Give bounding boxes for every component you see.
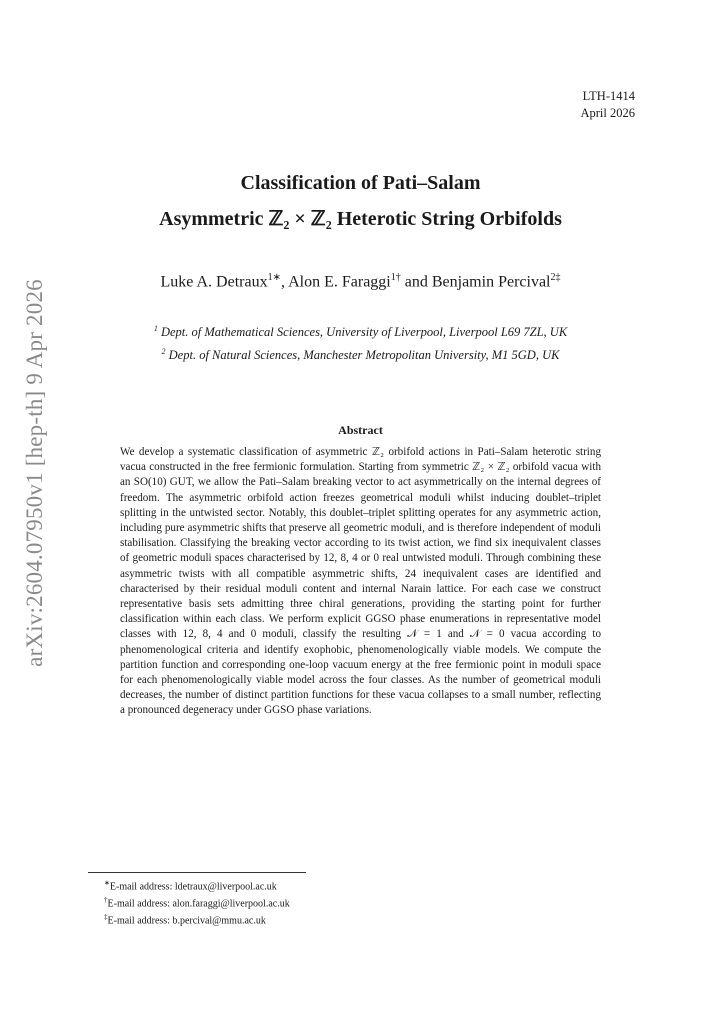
affiliation-mark: 1 <box>153 324 158 333</box>
footnote-text: E-mail address: ldetraux@liverpool.ac.uk <box>109 881 277 893</box>
paper-title-line-2: Asymmetric ℤ₂ × ℤ₂ Heterotic String Orbifolds <box>159 208 562 230</box>
report-number: LTH-1414 <box>582 89 635 103</box>
footnote-mark: ∗ <box>104 879 110 887</box>
author-name: Benjamin Percival <box>431 273 551 291</box>
footnote-divider <box>88 872 306 873</box>
author-separator: and <box>400 273 432 291</box>
author-mark: 1† <box>390 272 401 283</box>
author-name: Luke A. Detraux <box>160 273 268 291</box>
report-date: April 2026 <box>580 106 635 120</box>
footnote <box>104 877 290 894</box>
affiliation-mark: 2 <box>161 347 166 356</box>
affiliation-1 <box>0 324 721 340</box>
footnote-text: E-mail address: b.percival@mmu.ac.uk <box>107 914 266 926</box>
author-mark: 2‡ <box>550 272 561 283</box>
author-separator: , <box>280 273 289 291</box>
arxiv-stamp-text: arXiv:2604.07950v1 [hep-th] 9 Apr 2026 <box>22 278 47 667</box>
footnotes <box>104 877 290 927</box>
footnote <box>104 911 290 928</box>
footnote <box>104 894 290 911</box>
affiliation-text: Dept. of Natural Sciences, Manchester Metropolitan University, M1 5GD, UK <box>168 348 560 363</box>
paper-title-line-1: Classification of Pati–Salam <box>240 172 481 194</box>
footnote-text: E-mail address: alon.faraggi@liverpool.ac.uk <box>107 898 290 910</box>
footnote-mark: † <box>104 895 108 904</box>
author-mark: 1∗ <box>267 272 281 283</box>
affiliation-2 <box>0 347 721 363</box>
report-metadata <box>580 88 635 122</box>
author-name: Alon E. Faraggi <box>288 273 391 291</box>
abstract-body: We develop a systematic classification of asymmetric ℤ₂ orbifold actions in Pati–Salam heterotic string vacua constructed in the free fermionic formulation. Starting from symmetric ℤ₂ × ℤ₂ orbifold vacua with an SO(10) GUT, we allow the Pati–Salam breaking vector to act asymmetrically on the internal degrees of freedom. The asymmetric orbifold action freezes geometrical moduli whilst inducing doublet–triplet splitting in the untwisted sector. Notably, this doublet–triplet splitting operates for any asymmetric action, including pure asymmetric shifts that preserve all geometric moduli, and is therefore independent of moduli stabilisation. Classifying the breaking vector according to its twist action, we find six inequivalent classes of geometric moduli spaces characterised by 12, 8, 4 or 0 real untwisted moduli. Through combining these asymmetric twists with all compatible asymmetric shifts, 24 inequivalent cases are identified and characterised by their residual moduli content and internal Narain lattice. For each case we construct representative basis sets admitting three chiral generations, providing the starting point for further classification within each class. We perform explicit GGSO phase enumerations in representative model classes with 12, 8, 4 and 0 moduli, classify the resulting 𝒩 = 1 and 𝒩 = 0 vacua according to phenomenological criteria and identify exophobic, phenomenologically viable models. We compute the partition function and corresponding one-loop vacuum energy at the free fermionic point in moduli space for each phenomenologically viable model across the four classes. As the number of geometrical moduli decreases, the number of distinct partition functions for these vacua collapses to a small number, reflecting a pronounced degeneracy under GGSO phase variations. <box>120 446 601 717</box>
author-list <box>0 272 721 291</box>
affiliation-text: Dept. of Mathematical Sciences, University of Liverpool, Liverpool L69 7ZL, UK <box>160 325 568 340</box>
footnote-mark: ‡ <box>104 912 108 921</box>
abstract-heading: Abstract <box>338 423 383 437</box>
